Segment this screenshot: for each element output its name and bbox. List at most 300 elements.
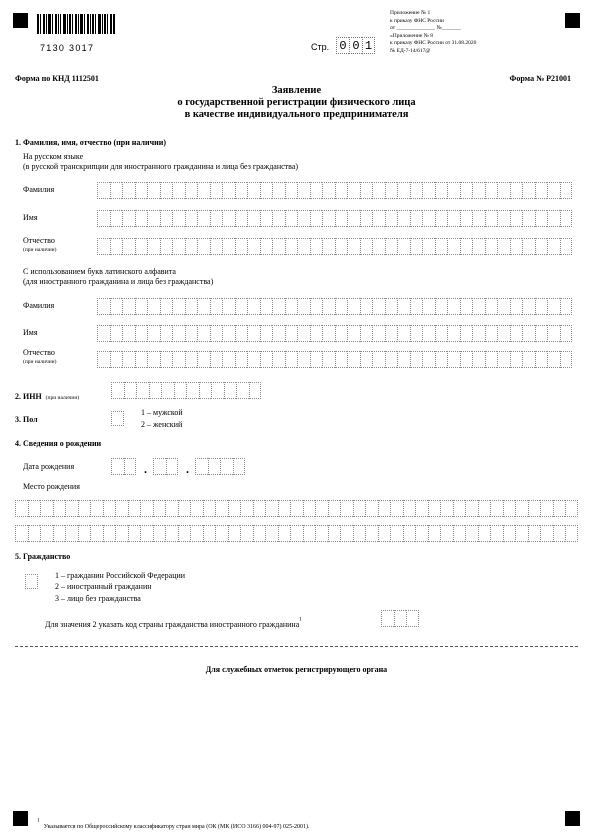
birth-day-field[interactable]	[111, 458, 136, 475]
character-cell[interactable]	[210, 325, 223, 342]
character-cell[interactable]	[460, 210, 473, 227]
character-cell[interactable]	[115, 500, 128, 517]
character-cell[interactable]	[122, 238, 135, 255]
character-cell[interactable]	[340, 525, 353, 542]
character-cell[interactable]	[447, 298, 460, 315]
character-cell[interactable]	[272, 210, 285, 227]
character-cell[interactable]	[97, 238, 110, 255]
character-cell[interactable]	[103, 500, 116, 517]
character-cell[interactable]	[149, 382, 162, 399]
character-cell[interactable]	[397, 182, 410, 199]
character-cell[interactable]	[253, 500, 266, 517]
character-cell[interactable]	[224, 382, 237, 399]
character-cell[interactable]	[147, 238, 160, 255]
character-cell[interactable]	[335, 210, 348, 227]
character-cell[interactable]	[490, 500, 503, 517]
character-cell[interactable]	[322, 325, 335, 342]
character-cell[interactable]	[335, 182, 348, 199]
character-cell[interactable]	[394, 610, 407, 627]
character-cell[interactable]	[97, 351, 110, 368]
character-cell[interactable]	[328, 500, 341, 517]
character-cell[interactable]	[535, 210, 548, 227]
character-cell[interactable]	[310, 298, 323, 315]
surname-field-lat[interactable]	[97, 298, 572, 315]
character-cell[interactable]	[65, 500, 78, 517]
character-cell[interactable]	[197, 298, 210, 315]
character-cell[interactable]	[153, 525, 166, 542]
birth-place-field-line-1[interactable]	[15, 500, 578, 517]
character-cell[interactable]	[372, 298, 385, 315]
character-cell[interactable]	[528, 500, 541, 517]
character-cell[interactable]	[220, 458, 233, 475]
character-cell[interactable]	[322, 182, 335, 199]
character-cell[interactable]	[210, 210, 223, 227]
character-cell[interactable]	[265, 525, 278, 542]
character-cell[interactable]	[385, 210, 398, 227]
character-cell[interactable]	[460, 238, 473, 255]
character-cell[interactable]	[522, 182, 535, 199]
character-cell[interactable]	[235, 325, 248, 342]
character-cell[interactable]	[222, 210, 235, 227]
character-cell[interactable]	[40, 525, 53, 542]
character-cell[interactable]	[447, 210, 460, 227]
character-cell[interactable]	[135, 325, 148, 342]
character-cell[interactable]	[447, 238, 460, 255]
character-cell[interactable]	[485, 351, 498, 368]
character-cell[interactable]	[297, 351, 310, 368]
character-cell[interactable]	[360, 298, 373, 315]
character-cell[interactable]	[110, 238, 123, 255]
character-cell[interactable]	[285, 351, 298, 368]
birth-month-field[interactable]	[153, 458, 178, 475]
character-cell[interactable]	[260, 325, 273, 342]
inn-field[interactable]	[111, 382, 261, 399]
character-cell[interactable]	[560, 298, 573, 315]
character-cell[interactable]	[347, 325, 360, 342]
character-cell[interactable]	[272, 182, 285, 199]
character-cell[interactable]	[510, 298, 523, 315]
character-cell[interactable]	[310, 210, 323, 227]
character-cell[interactable]	[185, 298, 198, 315]
character-cell[interactable]	[310, 238, 323, 255]
character-cell[interactable]	[453, 500, 466, 517]
character-cell[interactable]	[360, 238, 373, 255]
character-cell[interactable]	[353, 525, 366, 542]
name-field-lat[interactable]	[97, 325, 572, 342]
character-cell[interactable]	[272, 298, 285, 315]
character-cell[interactable]	[240, 525, 253, 542]
character-cell[interactable]	[360, 325, 373, 342]
character-cell[interactable]	[428, 500, 441, 517]
character-cell[interactable]	[397, 325, 410, 342]
character-cell[interactable]	[161, 382, 174, 399]
gender-field[interactable]	[111, 411, 124, 426]
character-cell[interactable]	[547, 298, 560, 315]
character-cell[interactable]	[15, 525, 28, 542]
character-cell[interactable]	[522, 238, 535, 255]
character-cell[interactable]	[497, 325, 510, 342]
character-cell[interactable]	[415, 500, 428, 517]
character-cell[interactable]	[381, 610, 394, 627]
character-cell[interactable]	[347, 182, 360, 199]
character-cell[interactable]	[565, 500, 578, 517]
character-cell[interactable]	[215, 500, 228, 517]
character-cell[interactable]	[195, 458, 208, 475]
character-cell[interactable]	[285, 210, 298, 227]
character-cell[interactable]	[485, 182, 498, 199]
character-cell[interactable]	[453, 525, 466, 542]
character-cell[interactable]	[510, 210, 523, 227]
character-cell[interactable]	[110, 351, 123, 368]
character-cell[interactable]	[485, 238, 498, 255]
character-cell[interactable]	[335, 351, 348, 368]
character-cell[interactable]	[135, 351, 148, 368]
character-cell[interactable]	[111, 382, 124, 399]
character-cell[interactable]	[460, 298, 473, 315]
character-cell[interactable]	[478, 500, 491, 517]
character-cell[interactable]	[435, 351, 448, 368]
character-cell[interactable]	[124, 458, 137, 475]
character-cell[interactable]	[111, 458, 124, 475]
character-cell[interactable]	[385, 325, 398, 342]
character-cell[interactable]	[340, 500, 353, 517]
character-cell[interactable]	[490, 525, 503, 542]
character-cell[interactable]	[503, 500, 516, 517]
character-cell[interactable]	[510, 351, 523, 368]
character-cell[interactable]	[435, 298, 448, 315]
character-cell[interactable]	[465, 525, 478, 542]
character-cell[interactable]	[403, 525, 416, 542]
character-cell[interactable]	[160, 298, 173, 315]
character-cell[interactable]	[160, 182, 173, 199]
character-cell[interactable]	[140, 525, 153, 542]
character-cell[interactable]	[522, 298, 535, 315]
character-cell[interactable]	[522, 210, 535, 227]
character-cell[interactable]	[540, 500, 553, 517]
character-cell[interactable]	[472, 351, 485, 368]
character-cell[interactable]	[208, 458, 221, 475]
character-cell[interactable]	[497, 298, 510, 315]
character-cell[interactable]	[397, 351, 410, 368]
character-cell[interactable]	[147, 210, 160, 227]
character-cell[interactable]	[211, 382, 224, 399]
character-cell[interactable]	[260, 210, 273, 227]
character-cell[interactable]	[290, 525, 303, 542]
character-cell[interactable]	[472, 298, 485, 315]
character-cell[interactable]	[153, 458, 166, 475]
character-cell[interactable]	[297, 238, 310, 255]
character-cell[interactable]	[472, 238, 485, 255]
character-cell[interactable]	[222, 351, 235, 368]
character-cell[interactable]	[510, 325, 523, 342]
character-cell[interactable]	[78, 525, 91, 542]
character-cell[interactable]	[547, 182, 560, 199]
character-cell[interactable]	[135, 298, 148, 315]
character-cell[interactable]	[272, 351, 285, 368]
character-cell[interactable]	[365, 500, 378, 517]
character-cell[interactable]	[285, 325, 298, 342]
character-cell[interactable]	[197, 182, 210, 199]
character-cell[interactable]	[372, 210, 385, 227]
citizenship-field[interactable]	[25, 574, 38, 589]
character-cell[interactable]	[422, 351, 435, 368]
character-cell[interactable]	[172, 238, 185, 255]
character-cell[interactable]	[210, 182, 223, 199]
character-cell[interactable]	[297, 182, 310, 199]
character-cell[interactable]	[28, 525, 41, 542]
character-cell[interactable]	[297, 298, 310, 315]
character-cell[interactable]	[285, 182, 298, 199]
character-cell[interactable]	[260, 182, 273, 199]
character-cell[interactable]	[435, 210, 448, 227]
character-cell[interactable]	[422, 298, 435, 315]
character-cell[interactable]	[222, 238, 235, 255]
character-cell[interactable]	[228, 525, 241, 542]
character-cell[interactable]	[447, 351, 460, 368]
character-cell[interactable]	[310, 182, 323, 199]
character-cell[interactable]	[185, 210, 198, 227]
character-cell[interactable]	[472, 325, 485, 342]
character-cell[interactable]	[253, 525, 266, 542]
character-cell[interactable]	[247, 182, 260, 199]
character-cell[interactable]	[190, 500, 203, 517]
character-cell[interactable]	[410, 351, 423, 368]
character-cell[interactable]	[210, 298, 223, 315]
character-cell[interactable]	[53, 525, 66, 542]
character-cell[interactable]	[247, 210, 260, 227]
character-cell[interactable]	[422, 325, 435, 342]
character-cell[interactable]	[222, 182, 235, 199]
character-cell[interactable]	[28, 500, 41, 517]
country-code-field[interactable]	[381, 610, 419, 627]
character-cell[interactable]	[272, 325, 285, 342]
character-cell[interactable]	[247, 325, 260, 342]
character-cell[interactable]	[365, 525, 378, 542]
character-cell[interactable]	[315, 525, 328, 542]
character-cell[interactable]	[203, 500, 216, 517]
character-cell[interactable]	[435, 238, 448, 255]
character-cell[interactable]	[335, 298, 348, 315]
character-cell[interactable]	[166, 458, 179, 475]
character-cell[interactable]	[153, 500, 166, 517]
character-cell[interactable]	[122, 351, 135, 368]
character-cell[interactable]	[547, 325, 560, 342]
character-cell[interactable]	[128, 500, 141, 517]
character-cell[interactable]	[165, 525, 178, 542]
character-cell[interactable]	[97, 298, 110, 315]
character-cell[interactable]	[372, 182, 385, 199]
character-cell[interactable]	[410, 182, 423, 199]
character-cell[interactable]	[410, 325, 423, 342]
character-cell[interactable]	[160, 210, 173, 227]
character-cell[interactable]	[535, 298, 548, 315]
birth-year-field[interactable]	[195, 458, 245, 475]
character-cell[interactable]	[403, 500, 416, 517]
character-cell[interactable]	[372, 351, 385, 368]
character-cell[interactable]	[297, 325, 310, 342]
character-cell[interactable]	[249, 382, 262, 399]
character-cell[interactable]	[111, 411, 124, 426]
character-cell[interactable]	[147, 182, 160, 199]
character-cell[interactable]	[472, 210, 485, 227]
character-cell[interactable]	[560, 238, 573, 255]
character-cell[interactable]	[515, 500, 528, 517]
character-cell[interactable]	[415, 525, 428, 542]
character-cell[interactable]	[136, 382, 149, 399]
character-cell[interactable]	[222, 298, 235, 315]
character-cell[interactable]	[285, 238, 298, 255]
character-cell[interactable]	[165, 500, 178, 517]
character-cell[interactable]	[547, 238, 560, 255]
character-cell[interactable]	[247, 298, 260, 315]
character-cell[interactable]	[185, 182, 198, 199]
character-cell[interactable]	[447, 325, 460, 342]
character-cell[interactable]	[322, 238, 335, 255]
character-cell[interactable]	[240, 500, 253, 517]
character-cell[interactable]	[97, 210, 110, 227]
character-cell[interactable]	[460, 182, 473, 199]
character-cell[interactable]	[172, 325, 185, 342]
character-cell[interactable]	[447, 182, 460, 199]
character-cell[interactable]	[160, 351, 173, 368]
character-cell[interactable]	[185, 351, 198, 368]
character-cell[interactable]	[178, 500, 191, 517]
character-cell[interactable]	[97, 325, 110, 342]
character-cell[interactable]	[172, 351, 185, 368]
character-cell[interactable]	[497, 182, 510, 199]
character-cell[interactable]	[310, 351, 323, 368]
character-cell[interactable]	[422, 238, 435, 255]
character-cell[interactable]	[385, 182, 398, 199]
character-cell[interactable]	[485, 325, 498, 342]
character-cell[interactable]	[360, 182, 373, 199]
character-cell[interactable]	[185, 238, 198, 255]
character-cell[interactable]	[90, 500, 103, 517]
character-cell[interactable]	[540, 525, 553, 542]
patronymic-field-ru[interactable]	[97, 238, 572, 255]
character-cell[interactable]	[535, 238, 548, 255]
character-cell[interactable]	[485, 298, 498, 315]
character-cell[interactable]	[565, 525, 578, 542]
character-cell[interactable]	[335, 325, 348, 342]
character-cell[interactable]	[347, 238, 360, 255]
character-cell[interactable]	[522, 351, 535, 368]
character-cell[interactable]	[440, 500, 453, 517]
character-cell[interactable]	[90, 525, 103, 542]
character-cell[interactable]	[503, 525, 516, 542]
character-cell[interactable]	[535, 351, 548, 368]
character-cell[interactable]	[235, 298, 248, 315]
character-cell[interactable]	[97, 182, 110, 199]
character-cell[interactable]	[297, 210, 310, 227]
character-cell[interactable]	[528, 525, 541, 542]
surname-field-ru[interactable]	[97, 182, 572, 199]
character-cell[interactable]	[410, 298, 423, 315]
character-cell[interactable]	[199, 382, 212, 399]
character-cell[interactable]	[322, 210, 335, 227]
character-cell[interactable]	[235, 351, 248, 368]
character-cell[interactable]	[285, 298, 298, 315]
character-cell[interactable]	[472, 182, 485, 199]
character-cell[interactable]	[278, 525, 291, 542]
character-cell[interactable]	[460, 351, 473, 368]
character-cell[interactable]	[310, 325, 323, 342]
character-cell[interactable]	[397, 298, 410, 315]
character-cell[interactable]	[190, 525, 203, 542]
character-cell[interactable]	[203, 525, 216, 542]
character-cell[interactable]	[347, 351, 360, 368]
character-cell[interactable]	[510, 182, 523, 199]
character-cell[interactable]	[385, 298, 398, 315]
character-cell[interactable]	[497, 238, 510, 255]
character-cell[interactable]	[122, 182, 135, 199]
character-cell[interactable]	[210, 351, 223, 368]
character-cell[interactable]	[174, 382, 187, 399]
character-cell[interactable]	[435, 325, 448, 342]
character-cell[interactable]	[122, 210, 135, 227]
character-cell[interactable]	[140, 500, 153, 517]
character-cell[interactable]	[397, 238, 410, 255]
character-cell[interactable]	[435, 182, 448, 199]
character-cell[interactable]	[547, 351, 560, 368]
character-cell[interactable]	[197, 351, 210, 368]
character-cell[interactable]	[172, 182, 185, 199]
character-cell[interactable]	[428, 525, 441, 542]
character-cell[interactable]	[547, 210, 560, 227]
character-cell[interactable]	[478, 525, 491, 542]
character-cell[interactable]	[390, 525, 403, 542]
character-cell[interactable]	[422, 210, 435, 227]
character-cell[interactable]	[110, 210, 123, 227]
character-cell[interactable]	[178, 525, 191, 542]
character-cell[interactable]	[560, 182, 573, 199]
character-cell[interactable]	[385, 238, 398, 255]
character-cell[interactable]	[328, 525, 341, 542]
character-cell[interactable]	[260, 238, 273, 255]
character-cell[interactable]	[233, 458, 246, 475]
character-cell[interactable]	[78, 500, 91, 517]
character-cell[interactable]	[160, 325, 173, 342]
character-cell[interactable]	[315, 500, 328, 517]
character-cell[interactable]	[522, 325, 535, 342]
character-cell[interactable]	[235, 238, 248, 255]
character-cell[interactable]	[247, 351, 260, 368]
character-cell[interactable]	[372, 238, 385, 255]
character-cell[interactable]	[360, 351, 373, 368]
character-cell[interactable]	[335, 238, 348, 255]
character-cell[interactable]	[135, 182, 148, 199]
character-cell[interactable]	[390, 500, 403, 517]
name-field-ru[interactable]	[97, 210, 572, 227]
character-cell[interactable]	[172, 298, 185, 315]
character-cell[interactable]	[147, 298, 160, 315]
character-cell[interactable]	[322, 351, 335, 368]
character-cell[interactable]	[236, 382, 249, 399]
character-cell[interactable]	[360, 210, 373, 227]
character-cell[interactable]	[124, 382, 137, 399]
character-cell[interactable]	[560, 351, 573, 368]
character-cell[interactable]	[103, 525, 116, 542]
character-cell[interactable]	[172, 210, 185, 227]
character-cell[interactable]	[128, 525, 141, 542]
character-cell[interactable]	[535, 182, 548, 199]
character-cell[interactable]	[465, 500, 478, 517]
character-cell[interactable]	[185, 325, 198, 342]
character-cell[interactable]	[122, 325, 135, 342]
character-cell[interactable]	[560, 210, 573, 227]
birth-place-field-line-2[interactable]	[15, 525, 578, 542]
character-cell[interactable]	[247, 238, 260, 255]
